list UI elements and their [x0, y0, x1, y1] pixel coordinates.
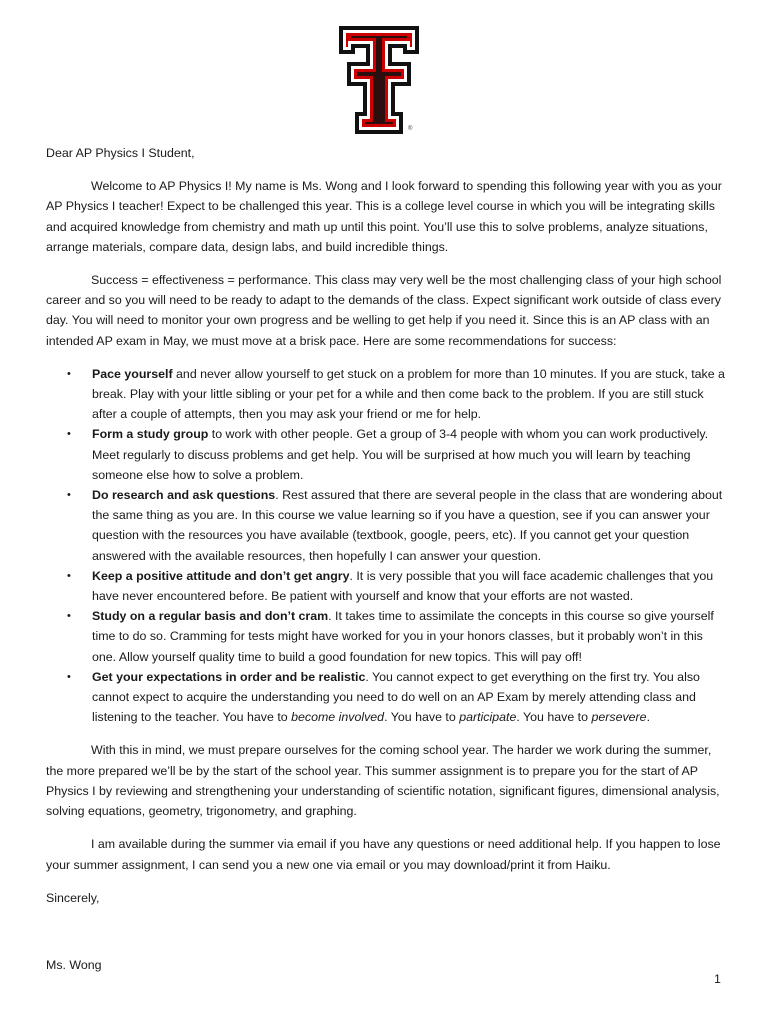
recommendation-text: .	[646, 710, 651, 725]
recommendation-text: . You have to	[384, 710, 460, 725]
list-item	[46, 566, 726, 606]
emphasis-persevere: persevere	[591, 710, 647, 725]
recommendation-title: Study on a regular basis and don’t cram	[92, 609, 329, 624]
recommendation-title: Keep a positive attitude and don’t get angry	[92, 568, 350, 583]
recommendation-text: . It takes time to assimilate the concepts in this course so give yourself time to do so. Cramming for tests might have worked for you in your honors classes, but it probably won’t in this one. Allow yourself quality time to build a good foundation for new topics. This will pay off!	[92, 609, 714, 664]
paragraph-availability: I am available during the summer via email if you have any questions or need additional help. If you happen to lose your summer assignment, I can send you a new one via email or you may download/print it from Haiku.	[46, 837, 721, 872]
list-item	[46, 485, 726, 566]
texas-tech-double-t-logo	[337, 24, 421, 136]
recommendation-title: Do research and ask questions	[92, 488, 276, 503]
recommendation-text: . Rest assured that there are several people in the class that are wondering about the same thing as you are. In this course we value learning so if you have a question, see if you can answer your question with the resources you have available (textbook, google, peers, etc). If you cannot get your question answered with the available resources, then hopefully I can answer your question.	[92, 488, 723, 563]
list-item	[46, 424, 726, 485]
bullet-icon: •	[67, 670, 71, 683]
recommendation-text: . It is very possible that you will face academic challenges that you have never encountered before. Be patient with yourself and know that your efforts are not wasted.	[92, 568, 714, 604]
recommendation-text: . You cannot expect to get everything on the first try. You also cannot expect to acquire the understanding you need to do well on an AP Exam by merely attending class and listening to the teacher. You have to	[92, 669, 700, 725]
paragraph-summer-assignment: With this in mind, we must prepare ourselves for the coming school year. The harder we work during the summer, the more prepared we’ll be by the start of the school year. This summer assignment is to prepare you for the start of AP Physics I by reviewing and strengthening your understanding of scientific notation, significant figures, dimensional analysis, solving equations, geometry, trigonometry, and graphing.	[46, 743, 720, 819]
bullet-icon: •	[67, 489, 71, 502]
recommendations-list	[46, 364, 726, 728]
recommendation-title: Get your expectations in order and be realistic	[92, 669, 366, 684]
closing: Sincerely,	[46, 890, 100, 905]
recommendation-title: Pace yourself	[92, 366, 173, 381]
signature: Ms. Wong	[46, 957, 102, 972]
bullet-icon: •	[67, 569, 71, 582]
emphasis-participate: participate	[459, 710, 517, 725]
page-number: 1	[714, 972, 721, 986]
bullet-icon: •	[67, 367, 71, 380]
bullet-icon: •	[67, 610, 71, 623]
list-item	[46, 364, 726, 425]
greeting: Dear AP Physics I Student,	[46, 146, 195, 160]
paragraph-welcome: Welcome to AP Physics I! My name is Ms. Wong and I look forward to spending this following year with you as your AP Physics I teacher! Expect to be challenged this year. This is a college level course in which you will be integrating skills and acquired knowledge from chemistry and math up until this point. You’ll use this to solve problems, analyze situations, arrange materials, compare data, design labs, and build incredible things.	[46, 179, 722, 254]
bullet-icon: •	[67, 428, 71, 441]
paragraph-success: Success = effectiveness = performance. This class may very well be the most challenging class of your high school career and so you will need to be ready to adapt to the demands of the class. Expect significant work outside of class every day. You will need to monitor your own progress and be welling to get help if you need it. Since this is an AP class with an intended AP exam in May, we must move at a brisk pace. Here are some recommendations for success:	[46, 273, 722, 348]
double-t-logo-icon	[337, 24, 421, 136]
list-item	[46, 606, 726, 667]
registered-mark: ®	[408, 126, 413, 132]
list-item	[46, 667, 726, 728]
recommendation-title: Form a study group	[92, 427, 209, 442]
recommendation-text: and never allow yourself to get stuck on a problem for more than 10 minutes. If you are stuck, take a break. Play with your little sibling or your pet for a while and then come back to the problem. If you are still stuck after a couple of attempts, then you may ask your friend or me for help.	[92, 366, 725, 422]
recommendation-text: . You have to	[516, 710, 592, 725]
emphasis-become-involved: become involved	[291, 710, 385, 725]
recommendation-text: to work with other people. Get a group of 3-4 people with whom you can work productively. Meet regularly to discuss problems and get help. You will be surprised at how much you will learn by teaching someone else how to solve a problem.	[92, 427, 709, 482]
letter-body	[46, 143, 726, 975]
